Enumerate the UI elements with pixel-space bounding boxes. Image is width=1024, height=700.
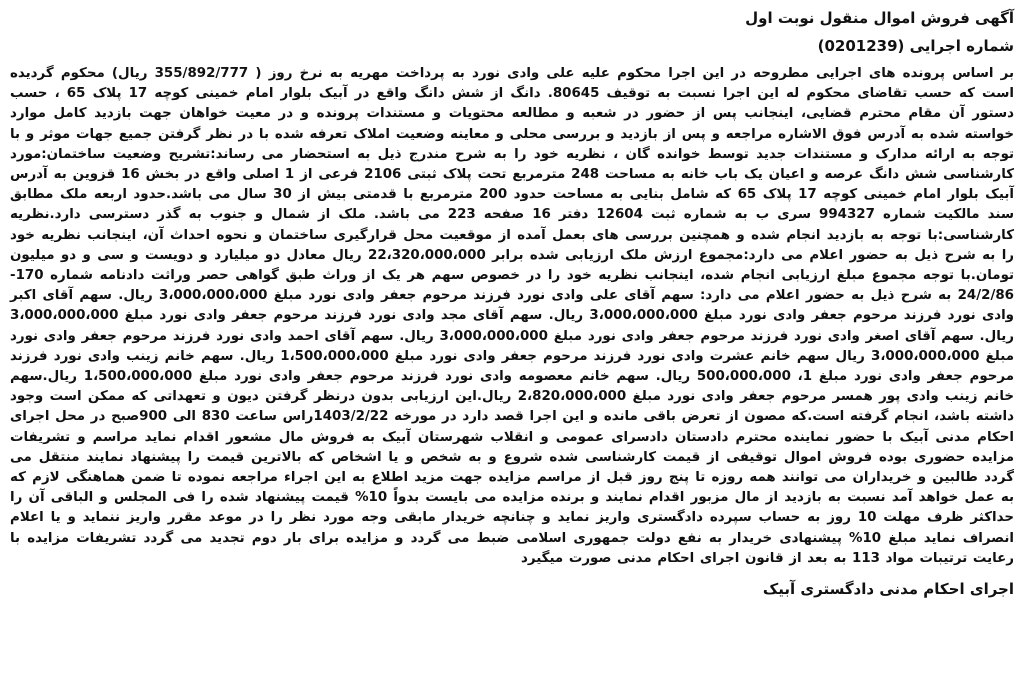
- notice-body: بر اساس پرونده های اجرایی مطروحه در این اجرا محکوم علیه علی وادی نورد به پرداخت مهریه به نرخ روز ( 355/892/777 ریال) محکوم گردیده است که حسب تقاضای محکوم له این اجرا نسبت به توقیف 80645. دانگ از شش دانگ واقع در آبیک بلوار امام خمینی کوچه 17 پلاک 65 ، حسب دستور آن مقام محترم قضایی، اینجانب پس از حضور در شعبه و مطالعه محتویات و مستندات پرونده و در معیت خواهان جهت بازدید کامل موارد خواسته شده به آدرس فوق الاشاره مراجعه و پس از بازدید و بررسی محلی و معاینه وضعیت املاک تعرفه شده با در نظر گرفتن جمیع جهات موثر و با توجه به ارائه مدارک و مستندات جدید توسط خوانده گان ، نظریه خود را به شرح مندرج ذیل به استحضار می رساند:تشریح وضعیت ساختمان:مورد کارشناسی شش دانگ عرصه و اعیان یک باب خانه به مساحت 248 مترمربع تحت پلاک ثبتی 2106 فرعی از 1 اصلی واقع در بخش 16 قزوین به آدرس آبیک بلوار امام خمینی کوچه 17 پلاک 65 که شامل بنایی به مساحت حدود 200 مترمربع با قدمتی بیش از 30 سال می باشد.حدود اربعه ملک مطابق سند مالکیت شماره 994327 سری ب به شماره ثبت 12604 دفتر 16 صفحه 223 می باشد. ملک از شمال و جنوب به گذر دسترسی دارد.نظریه کارشناسی:با توجه به بازدید انجام شده و همچنین بررسی های بعمل آمده از موقعیت محل قرارگیری ساختمان و نحوه احداث آن، اینجانب نظریه خود را به شرح ذیل به حضور اعلام می دارد:مجموع ارزش ملک ارزیابی شده برابر 22،320،000،000 ریال معادل دو میلیارد و دویست و سی و دو میلیون تومان.با توجه مجموع مبلغ ارزیابی انجام شده، اینجانب نظریه خود را در خصوص سهم هر یک از وراث طبق گواهی حصر وراثت دادنامه شماره 170-24/2/86 به شرح ذیل به حضور اعلام می دارد: سهم آقای علی وادی نورد فرزند مرحوم جعفر وادی نورد مبلغ 3،000،000،000 ریال. سهم آقای اکبر وادی نورد فرزند مرحوم جعفر وادی نورد مبلغ 3،000،000،000 ریال. سهم آقای مجد وادی نورد فرزند مرحوم جعفر وادی نورد مبلغ 3،000،000،000 ریال. سهم آقای اصغر وادی نورد فرزند مرحوم جعفر وادی نورد مبلغ 3،000،000،000 ریال. سهم آقای احمد وادی نورد فرزند مرحوم جعفر وادی نورد مبلغ 3،000،000،000 ریال سهم خانم عشرت وادی نورد فرزند مرحوم جعفر وادی نورد مبلغ 1،500،000،000 ریال. سهم خانم زینب وادی نورد فرزند مرحوم جعفر وادی نورد مبلغ 1، 500،000،000 ریال. سهم خانم معصومه وادی نورد فرزند مرحوم جعفر وادی نورد مبلغ 1،500،000،000 ریال.سهم خانم زینب وادی پور همسر مرحوم جعفر وادی نورد مبلغ 2،820،000،000 ریال.این ارزیابی بدون درنظر گرفتن دیون و تعهداتی که ممکن است وجود داشته باشد، انجام گرفته است.که مصون از تعرض باقی مانده و این اجرا قصد دارد در مورخه 1403/2/22راس ساعت 830 الی 900صبح در محل اجرای احکام مدنی آبیک با حضور نماینده محترم دادستان دادسرای عمومی و انقلاب شهرستان آبیک به فروش مال مشعور اقدام نماید مراسم و تشریفات مزایده حضوری بوده فروش اموال توقیفی از قیمت کارشناسی شده شروع و به شخص و یا اشخاص که بالاترین قیمت را پیشنهاد نمایند منتقل می گردد طالبین و خریداران می توانند همه روزه تا پنج روز قبل از مراسم مزایده جهت مزید اطلاع به این اجراء مراجعه نموده تا ضمن هماهنگی لازم که به عمل خواهد آمد نسبت به بازدید از مال مزبور اقدام نمایند و برنده مزایده می بایست بدواً 10% قیمت پیشنهاد شده را فی المجلس و الباقی آن را حداکثر ظرف مهلت 10 روز به حساب سپرده دادگستری واریز نماید و چنانچه خریدار مابقی وجه مورد نظر را در موعد مقرر واریز ننماید و یا اعلام انصراف نماید مبلغ 10% پیشنهادی خریدار به نفع دولت جمهوری اسلامی ضبط می گردد و مزایده برای بار دوم تجدید می گردد تشریفات مزایده با رعایت ترتیبات مواد 113 به بعد از قانون اجرای احکام مدنی صورت میگیرد: [10, 66, 1015, 566]
- notice-signature: اجرای احکام مدنی دادگستری آبیک: [762, 580, 1014, 599]
- file-number: شماره اجرایی (0201239): [817, 37, 1014, 55]
- notice-title: آگهی فروش اموال منقول نوبت اول: [745, 9, 1014, 27]
